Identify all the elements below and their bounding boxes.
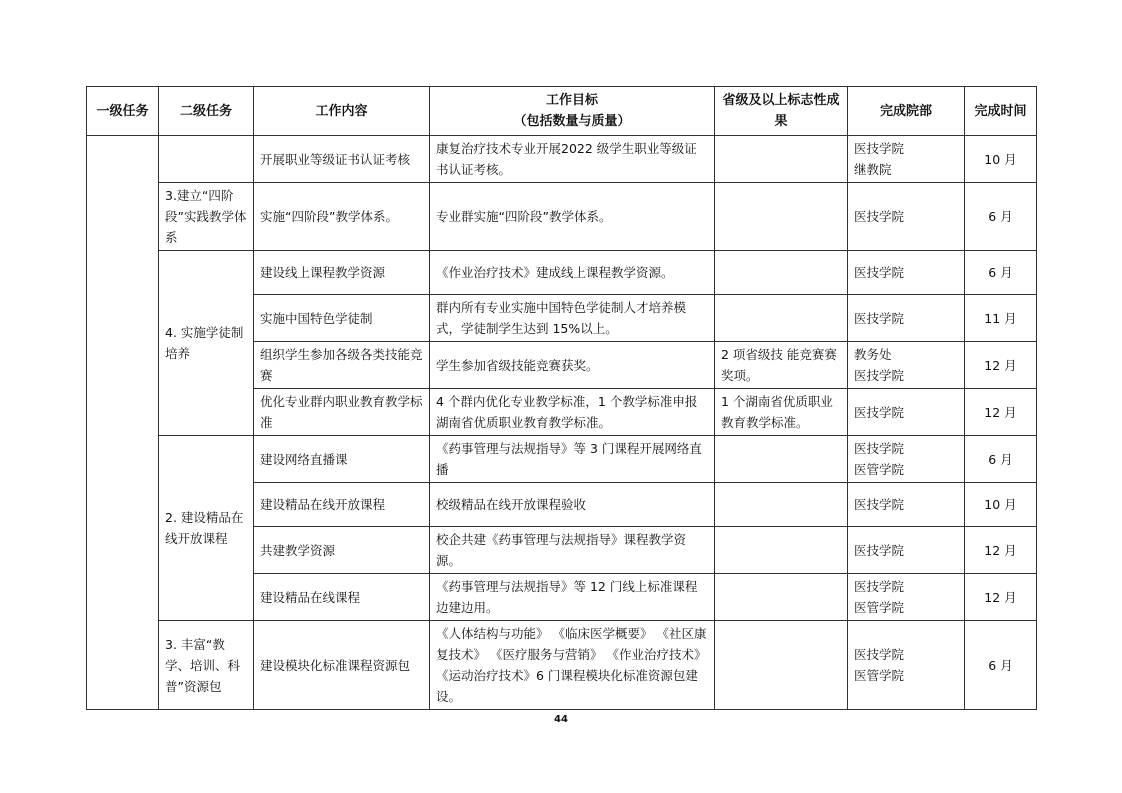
header-row (87, 87, 1037, 136)
dept-cell: 医技学院 医管学院 (848, 574, 965, 621)
result-cell (715, 574, 848, 621)
level2-cell: 4. 实施学徒制培养 (159, 251, 254, 436)
goal-cell: 校级精品在线开放课程验收 (430, 483, 715, 527)
result-cell (715, 295, 848, 342)
result-cell (715, 136, 848, 183)
header-time: 完成时间 (965, 87, 1037, 136)
dept-cell: 教务处 医技学院 (848, 342, 965, 389)
header-dept: 完成院部 (848, 87, 965, 136)
result-cell (715, 527, 848, 574)
dept-cell: 医技学院 继教院 (848, 136, 965, 183)
time-cell: 6 月 (965, 621, 1037, 710)
table-row (87, 136, 1037, 183)
time-cell: 6 月 (965, 251, 1037, 295)
time-cell: 6 月 (965, 183, 1037, 251)
dept-cell: 医技学院 (848, 251, 965, 295)
result-cell (715, 251, 848, 295)
time-cell: 12 月 (965, 342, 1037, 389)
result-cell: 2 项省级技 能竞赛赛奖项。 (715, 342, 848, 389)
header-result: 省级及以上标志性成果 (715, 87, 848, 136)
task-table (86, 86, 1037, 710)
goal-cell: 《药事管理与法规指导》等 12 门线上标准课程边建边用。 (430, 574, 715, 621)
header-content: 工作内容 (254, 87, 430, 136)
result-cell (715, 621, 848, 710)
level2-cell: 3. 丰富“教学、培训、科普”资源包 (159, 621, 254, 710)
content-cell: 建设精品在线课程 (254, 574, 430, 621)
goal-cell: 康复治疗技术专业开展2022 级学生职业等级证书认证考核。 (430, 136, 715, 183)
content-cell: 建设精品在线开放课程 (254, 483, 430, 527)
goal-cell: 专业群实施“四阶段”教学体系。 (430, 183, 715, 251)
level2-cell: 3.建立“四阶段”实践教学体系 (159, 183, 254, 251)
dept-cell: 医技学院 (848, 295, 965, 342)
dept-cell: 医技学院 (848, 483, 965, 527)
content-cell: 建设网络直播课 (254, 436, 430, 483)
goal-cell: 群内所有专业实施中国特色学徒制人才培养模式，学徒制学生达到 15%以上。 (430, 295, 715, 342)
dept-cell: 医技学院 (848, 389, 965, 436)
time-cell: 12 月 (965, 574, 1037, 621)
table-row (87, 183, 1037, 251)
goal-cell: 学生参加省级技能竞赛获奖。 (430, 342, 715, 389)
goal-cell: 4 个群内优化专业教学标准，1 个教学标准申报湖南省优质职业教育教学标准。 (430, 389, 715, 436)
dept-cell: 医技学院 医管学院 (848, 621, 965, 710)
content-cell: 组织学生参加各级各类技能竞赛 (254, 342, 430, 389)
goal-cell: 《作业治疗技术》建成线上课程教学资源。 (430, 251, 715, 295)
content-cell: 开展职业等级证书认证考核 (254, 136, 430, 183)
result-cell (715, 483, 848, 527)
dept-cell: 医技学院 (848, 527, 965, 574)
time-cell: 10 月 (965, 136, 1037, 183)
table-row (87, 251, 1037, 295)
goal-cell: 校企共建《药事管理与法规指导》课程教学资源。 (430, 527, 715, 574)
content-cell: 实施中国特色学徒制 (254, 295, 430, 342)
content-cell: 实施“四阶段”教学体系。 (254, 183, 430, 251)
header-level2: 二级任务 (159, 87, 254, 136)
content-cell: 共建教学资源 (254, 527, 430, 574)
result-cell (715, 436, 848, 483)
header-goal: 工作目标 （包括数量与质量） (430, 87, 715, 136)
time-cell: 11 月 (965, 295, 1037, 342)
goal-cell: 《药事管理与法规指导》等 3 门课程开展网络直播 (430, 436, 715, 483)
content-cell: 建设线上课程教学资源 (254, 251, 430, 295)
dept-cell: 医技学院 (848, 183, 965, 251)
dept-cell: 医技学院 医管学院 (848, 436, 965, 483)
result-cell: 1 个湖南省优质职业教育教学标准。 (715, 389, 848, 436)
time-cell: 12 月 (965, 389, 1037, 436)
time-cell: 6 月 (965, 436, 1037, 483)
page-number: 44 (554, 714, 568, 725)
level2-cell (159, 136, 254, 183)
level1-cell (87, 136, 159, 710)
table-row (87, 621, 1037, 710)
goal-cell: 《人体结构与功能》 《临床医学概要》 《社区康复技术》 《医疗服务与营销》 《作业治疗技术》《运动治疗技术》6 门课程模块化标准资源包建设。 (430, 621, 715, 710)
level2-cell: 2. 建设精品在线开放课程 (159, 436, 254, 621)
content-cell: 建设模块化标准课程资源包 (254, 621, 430, 710)
result-cell (715, 183, 848, 251)
time-cell: 12 月 (965, 527, 1037, 574)
content-cell: 优化专业群内职业教育教学标准 (254, 389, 430, 436)
table-row (87, 436, 1037, 483)
header-level1: 一级任务 (87, 87, 159, 136)
time-cell: 10 月 (965, 483, 1037, 527)
